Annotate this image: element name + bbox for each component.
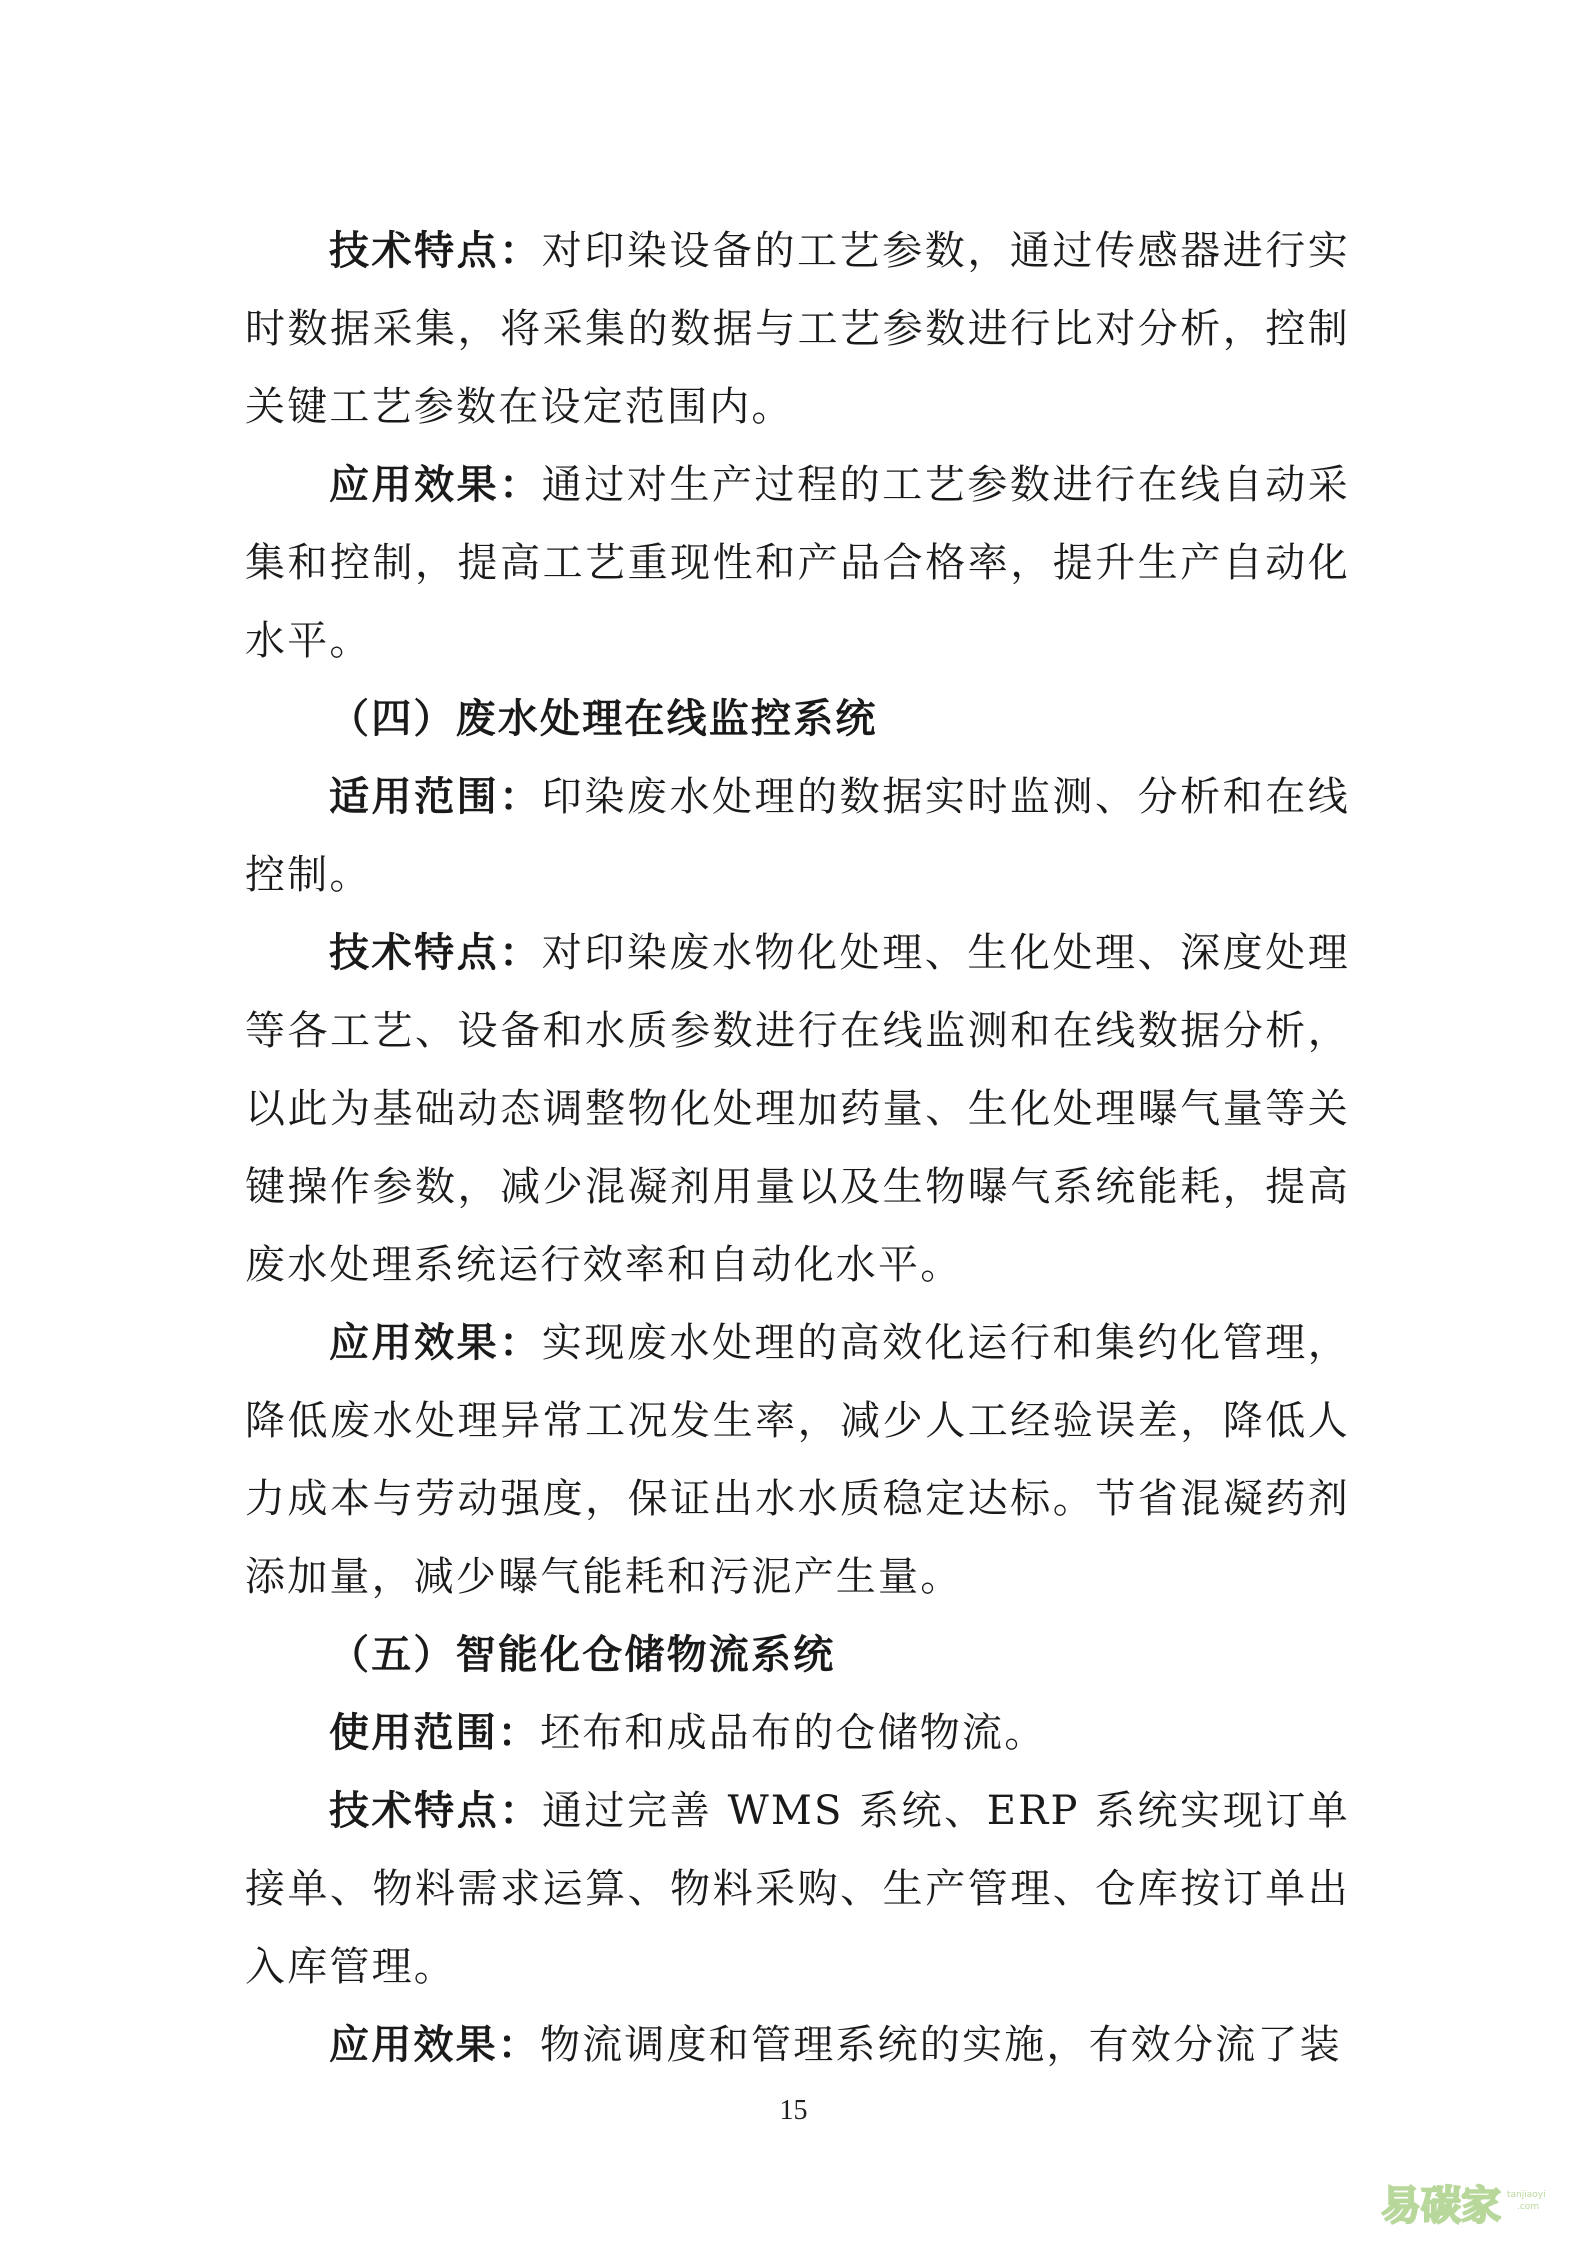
paragraph-scope-4 xyxy=(245,758,1350,914)
paragraph-text: 对印染废水物化处理、生化处理、深度处理等各工艺、设备和水质参数进行在线监测和在线数据分析，以此为基础动态调整物化处理加药量、生化处理曝气量等关键操作参数，减少混凝剂用量以及生物曝气系统能耗，提高废水处理系统运行效率和自动化水平。 xyxy=(245,930,1350,1288)
paragraph-lead: 技术特点： xyxy=(329,1787,542,1834)
paragraph-effect-4 xyxy=(245,1304,1350,1616)
watermark-logo xyxy=(1377,2175,1567,2235)
paragraph-text: 印染废水处理的数据实时监测、分析和在线控制。 xyxy=(245,774,1350,898)
paragraph-tech-features-4 xyxy=(245,914,1350,1304)
paragraph-scope-5 xyxy=(245,1694,1350,1772)
paragraph-text: 实现废水处理的高效化运行和集约化管理，降低废水处理异常工况发生率，减少人工经验误差，降低人力成本与劳动强度，保证出水水质稳定达标。节省混凝药剂添加量，减少曝气能耗和污泥产生量。 xyxy=(245,1320,1350,1600)
paragraph-lead: 应用效果： xyxy=(329,2021,540,2068)
paragraph-tech-features-5 xyxy=(245,1772,1350,2006)
paragraph-lead: 应用效果： xyxy=(329,461,542,508)
watermark-subtext: tanjiaoyi xyxy=(1507,2190,1546,2200)
paragraph-lead: 适用范围： xyxy=(329,773,542,820)
paragraph-lead: 使用范围： xyxy=(329,1709,540,1756)
paragraph-lead: 技术特点： xyxy=(329,929,542,976)
paragraph-text: 通过完善 WMS 系统、ERP 系统实现订单接单、物料需求运算、物料采购、生产管理、仓库按订单出入库管理。 xyxy=(245,1788,1350,1990)
section-heading-4: （四）废水处理在线监控系统 xyxy=(329,695,878,742)
document-body xyxy=(245,212,1350,2084)
paragraph-text: 通过对生产过程的工艺参数进行在线自动采集和控制，提高工艺重现性和产品合格率，提升生产自动化水平。 xyxy=(245,462,1350,664)
section-heading-5: （五）智能化仓储物流系统 xyxy=(329,1631,836,1678)
watermark-text: 易碳家 xyxy=(1381,2183,1501,2229)
paragraph-lead: 应用效果： xyxy=(329,1319,542,1366)
paragraph-text: 坯布和成品布的仓储物流。 xyxy=(540,1710,1047,1756)
page-number: 15 xyxy=(779,2095,808,2126)
paragraph-effect-5 xyxy=(245,2006,1350,2084)
paragraph-text: 物流调度和管理系统的实施，有效分流了装 xyxy=(540,2022,1342,2068)
paragraph-lead: 技术特点： xyxy=(329,227,542,274)
paragraph-effect-1 xyxy=(245,446,1350,680)
paragraph-tech-features-1 xyxy=(245,212,1350,446)
paragraph-text: 对印染设备的工艺参数，通过传感器进行实时数据采集，将采集的数据与工艺参数进行比对分析，控制关键工艺参数在设定范围内。 xyxy=(245,228,1350,430)
svg-text:.com: .com xyxy=(1517,2202,1540,2212)
